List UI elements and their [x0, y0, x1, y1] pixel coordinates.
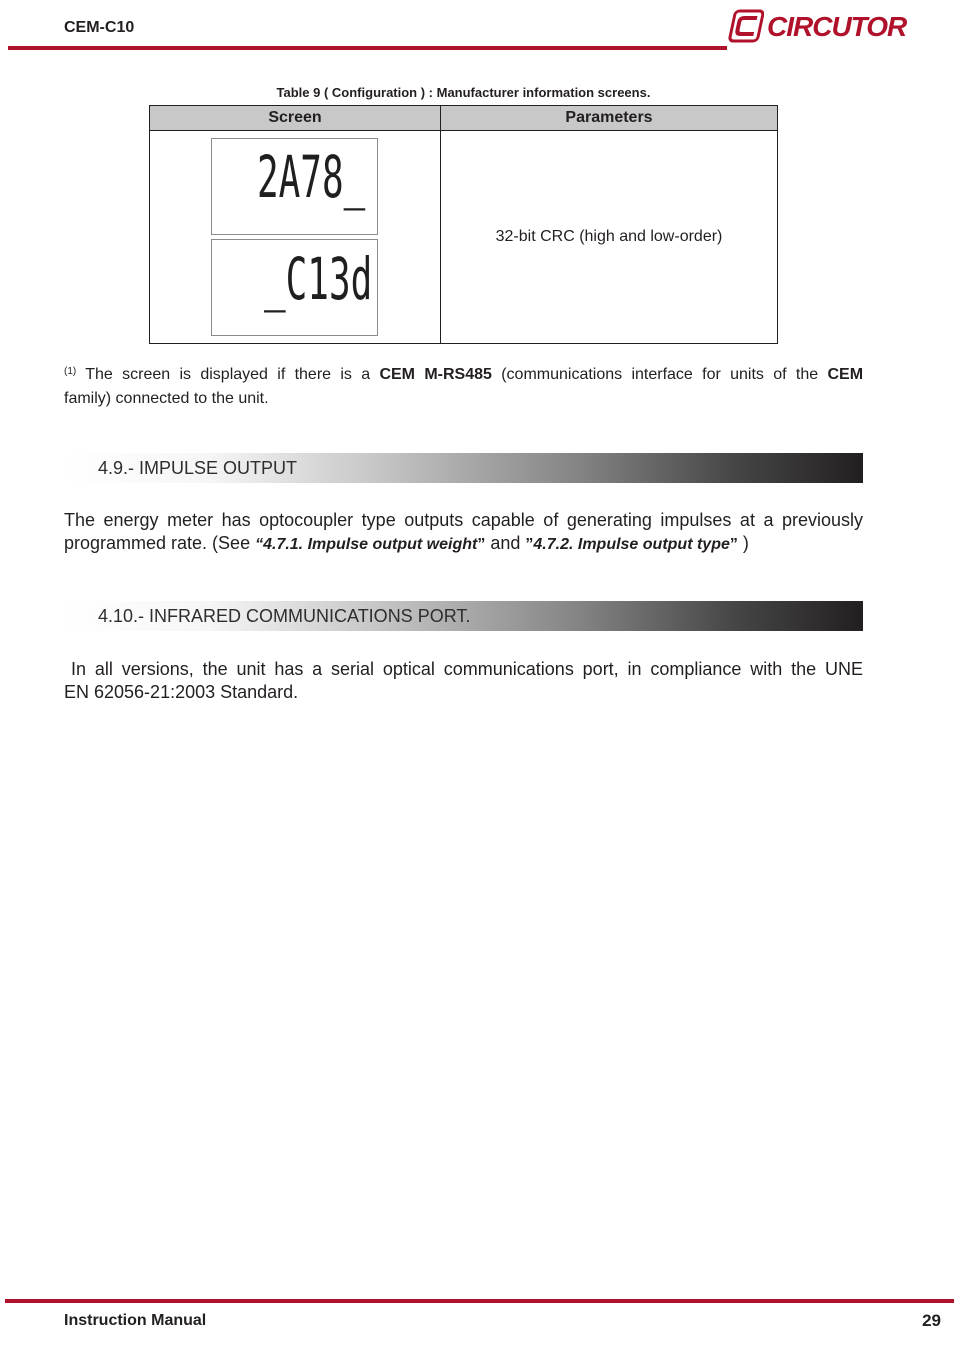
footnote: [64, 364, 863, 410]
parameters-text: 32-bit CRC (high and low-order): [495, 228, 723, 245]
header-rule: [8, 46, 727, 50]
quote-mark: ”: [729, 536, 738, 553]
circutor-logo-icon: [728, 9, 764, 43]
footnote-line: [64, 388, 863, 410]
section-heading-infrared-port: [64, 601, 863, 631]
paragraph-text: programmed rate. (See: [64, 533, 256, 553]
lcd-screen: [211, 138, 378, 235]
section-heading-impulse-output: [64, 453, 863, 483]
footnote-line: [64, 364, 863, 388]
footnote-marker: (1): [64, 366, 77, 377]
lcd-readout: _C13d: [264, 245, 373, 313]
paragraph-line: The energy meter has optocoupler type outputs capable of generating impulses at a previously: [64, 510, 863, 530]
footnote-text: The screen is displayed if there is a: [76, 366, 380, 383]
paragraph-line: In all versions, the unit has a serial optical communications port, in compliance with the UNE: [71, 659, 863, 679]
footnote-text: (communications interface for units of the: [491, 366, 828, 383]
cross-reference-impulse-output-type: 4.7.2. Impulse output type: [533, 536, 730, 553]
impulse-output-paragraph: [64, 509, 863, 556]
footnote-bold-text: CEM M-RS485: [379, 366, 492, 383]
paragraph-text: ): [737, 533, 749, 553]
quote-mark: ”: [525, 536, 534, 553]
screen-cell: [150, 131, 441, 343]
paragraph-line: [64, 532, 863, 556]
quote-mark: ”: [477, 536, 486, 553]
paragraph-line: EN 62056-21:2003 Standard.: [64, 682, 299, 702]
footnote-bold-text: CEM: [827, 366, 864, 383]
section-heading-text: 4.9.- IMPULSE OUTPUT: [98, 458, 298, 478]
table-caption: Table 9 ( Configuration ) : Manufacturer information screens.: [276, 85, 651, 100]
infrared-port-paragraph: [64, 658, 863, 704]
section-heading-text: 4.10.- INFRARED COMMUNICATIONS PORT.: [98, 606, 471, 626]
page-number: 29: [922, 1311, 941, 1330]
footer-title: Instruction Manual: [64, 1312, 207, 1329]
manufacturer-info-table: [149, 105, 778, 344]
paragraph-text: and: [485, 533, 526, 553]
parameters-cell: [441, 131, 777, 343]
document-code: CEM-C10: [64, 19, 135, 36]
cross-reference-impulse-output-weight: “4.7.1. Impulse output weight: [255, 536, 478, 553]
footer-rule: [5, 1299, 954, 1303]
footnote-text: family) connected to the unit.: [64, 390, 269, 407]
lcd-screen: [211, 239, 378, 336]
column-header-parameters: Parameters: [441, 106, 777, 131]
lcd-readout: 2A78_: [257, 143, 366, 211]
brand-logo-text: CIRCUTOR: [767, 11, 907, 42]
column-header-screen: Screen: [150, 106, 441, 131]
